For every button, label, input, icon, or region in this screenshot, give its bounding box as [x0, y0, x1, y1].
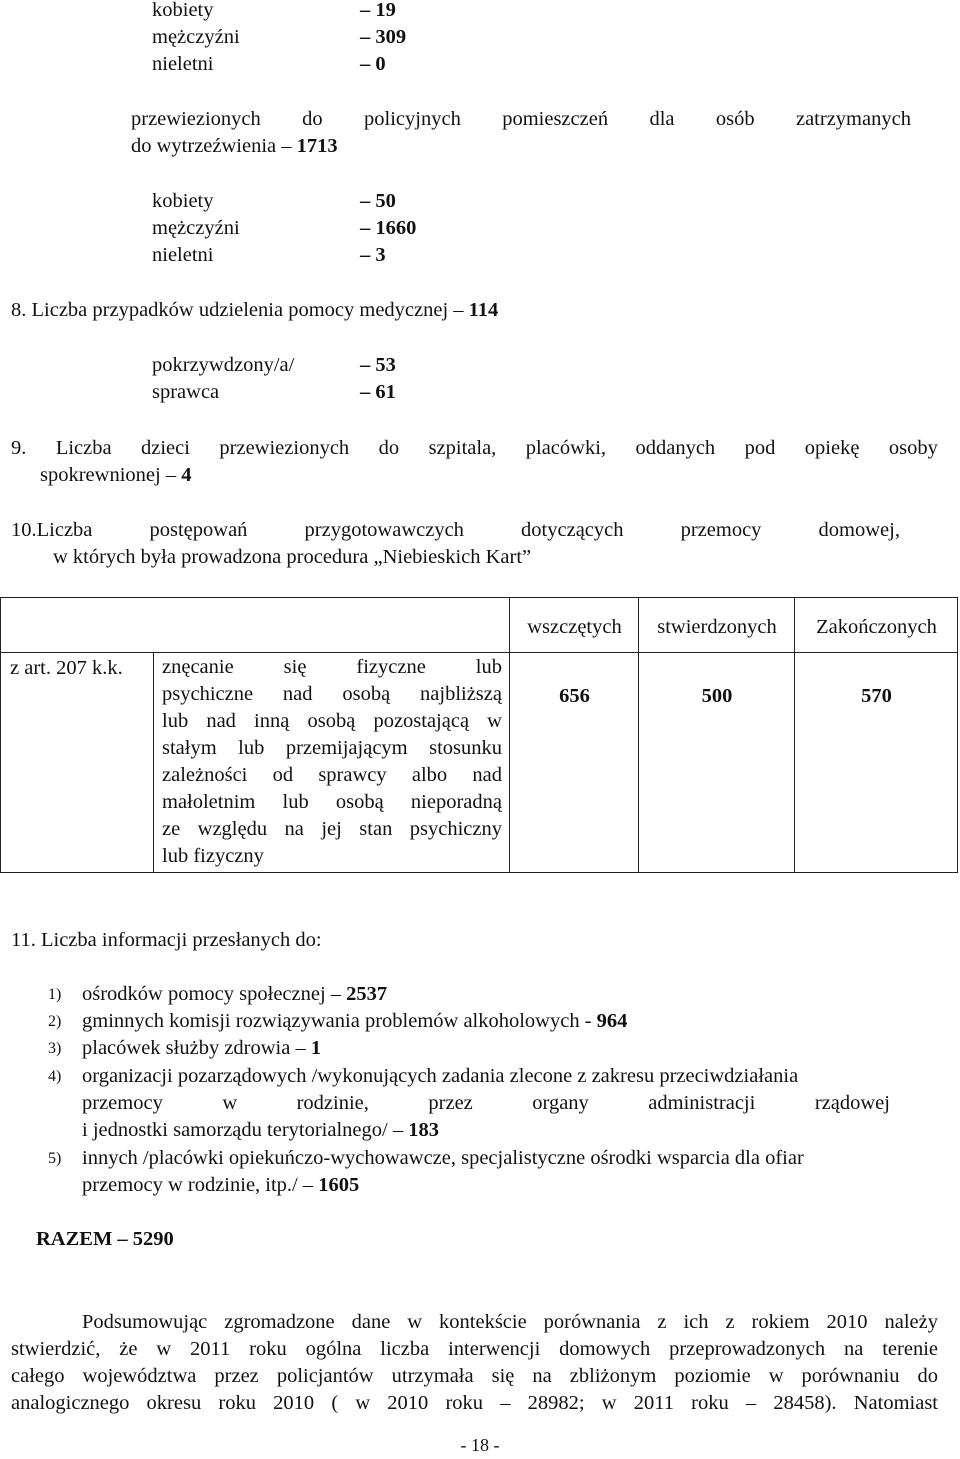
stat-value: – 1660 — [360, 217, 417, 239]
word: pod — [744, 437, 776, 459]
word: dla — [649, 108, 675, 130]
word: 10.Liczba — [11, 519, 93, 541]
stat-row — [152, 242, 472, 269]
value-confirmed: 500 — [701, 685, 733, 707]
word: Liczba — [55, 437, 112, 459]
stat-label: kobiety — [152, 190, 214, 212]
word: przygotowawczych — [304, 519, 464, 541]
list-item-continuation: i jednostki samorządu terytorialnego/ – 183 — [82, 1119, 439, 1141]
list-item: 3) placówek służby zdrowia – 1 — [48, 1037, 322, 1059]
page-number: - 18 - — [460, 1435, 500, 1455]
word: postępowań — [149, 519, 248, 541]
stat-value: – 0 — [360, 53, 386, 75]
header-initiated: wszczętych — [527, 616, 622, 638]
list-item: 2) gminnych komisji rozwiązywania problemów alkoholowych - 964 — [48, 1010, 628, 1032]
transported-line2: do wytrzeźwienia – 1713 — [131, 135, 338, 157]
word: szpitala, — [428, 437, 497, 459]
list-item: 5) innych /placówki opiekuńczo-wychowawcze, specjalistyczne ośrodki wsparcia dla ofiar — [48, 1147, 804, 1169]
stat-row — [152, 24, 452, 51]
word: administracji — [648, 1092, 756, 1114]
stat-value: – 50 — [360, 190, 396, 212]
header-completed: Zakończonych — [816, 616, 937, 638]
word: dotyczących — [521, 519, 624, 541]
word: przemocy — [82, 1092, 163, 1114]
row-label: z art. 207 k.k. — [10, 657, 123, 679]
total: RAZEM – 5290 — [36, 1228, 174, 1250]
section-8-heading: 8. Liczba przypadków udzielenia pomocy medycznej – 114 — [11, 299, 499, 321]
stat-value: – 53 — [360, 354, 396, 376]
stat-row — [152, 379, 472, 406]
word: przemocy — [680, 519, 762, 541]
section-9-line2: spokrewnionej – 4 — [40, 464, 192, 486]
stat-row — [152, 51, 452, 78]
value-initiated: 656 — [559, 685, 590, 707]
section-10-line2: w których była prowadzona procedura „Niebieskich Kart” — [53, 546, 532, 568]
word: zatrzymanych — [795, 108, 911, 130]
header-confirmed: stwierdzonych — [657, 616, 777, 638]
word: osoby — [888, 437, 938, 459]
word: oddanych — [635, 437, 716, 459]
value-completed: 570 — [861, 685, 892, 707]
word: do — [378, 437, 400, 459]
word: rodzinie, — [296, 1092, 369, 1114]
stat-value: – 61 — [360, 381, 396, 403]
stat-label: pokrzywdzony/a/ — [152, 354, 295, 376]
stat-label: nieletni — [152, 244, 214, 266]
word: placówki, — [525, 437, 607, 459]
stat-row — [152, 188, 472, 215]
word: przez — [428, 1092, 473, 1114]
list-item-continuation — [82, 1090, 890, 1117]
word: przewiezionych — [219, 437, 350, 459]
stat-label: nieletni — [152, 53, 214, 75]
stat-row — [152, 215, 472, 242]
word: policyjnych — [364, 108, 461, 130]
section-10-line1 — [11, 517, 900, 544]
word: pomieszczeń — [502, 108, 609, 130]
stat-row — [152, 0, 452, 24]
word: dzieci — [141, 437, 190, 459]
section-11-title: 11. Liczba informacji przesłanych do: — [11, 929, 322, 951]
word: organy — [532, 1092, 589, 1114]
word: rządowej — [814, 1092, 890, 1114]
stat-row — [152, 352, 472, 379]
stat-label: sprawca — [152, 381, 220, 403]
offence-description: znęcanie się fizyczne lub psychiczne nad osobą najbliższą lub nad inną osobą pozostającą w stałym lub przemijającym stosunku zależności od sprawcy albo nad małoletnim lub osobą nieporadną ze względu na jej stan psychiczny lub fizyczny — [162, 656, 502, 867]
list-item-continuation: przemocy w rodzinie, itp./ – 1605 — [82, 1174, 360, 1196]
word: 9. — [11, 437, 27, 459]
word: opiekę — [804, 437, 860, 459]
word: w — [222, 1092, 238, 1114]
word: domowej, — [818, 519, 900, 541]
stat-value: – 309 — [360, 26, 407, 48]
list-item: 1) ośrodków pomocy społecznej – 2537 — [48, 983, 388, 1005]
stat-value: – 19 — [360, 0, 396, 21]
word: osób — [715, 108, 755, 130]
stat-label: mężczyźni — [152, 26, 240, 48]
stat-value: – 3 — [360, 244, 386, 266]
stat-label: mężczyźni — [152, 217, 240, 239]
transported-line1 — [131, 106, 911, 133]
word: do — [302, 108, 323, 130]
stat-label: kobiety — [152, 0, 214, 21]
section-9-line1 — [11, 435, 938, 462]
list-item: 4) organizacji pozarządowych /wykonujących zadania zlecone z zakresu przeciwdziałania — [48, 1065, 799, 1087]
word: przewiezionych — [131, 108, 261, 130]
statistics-table — [0, 597, 958, 873]
